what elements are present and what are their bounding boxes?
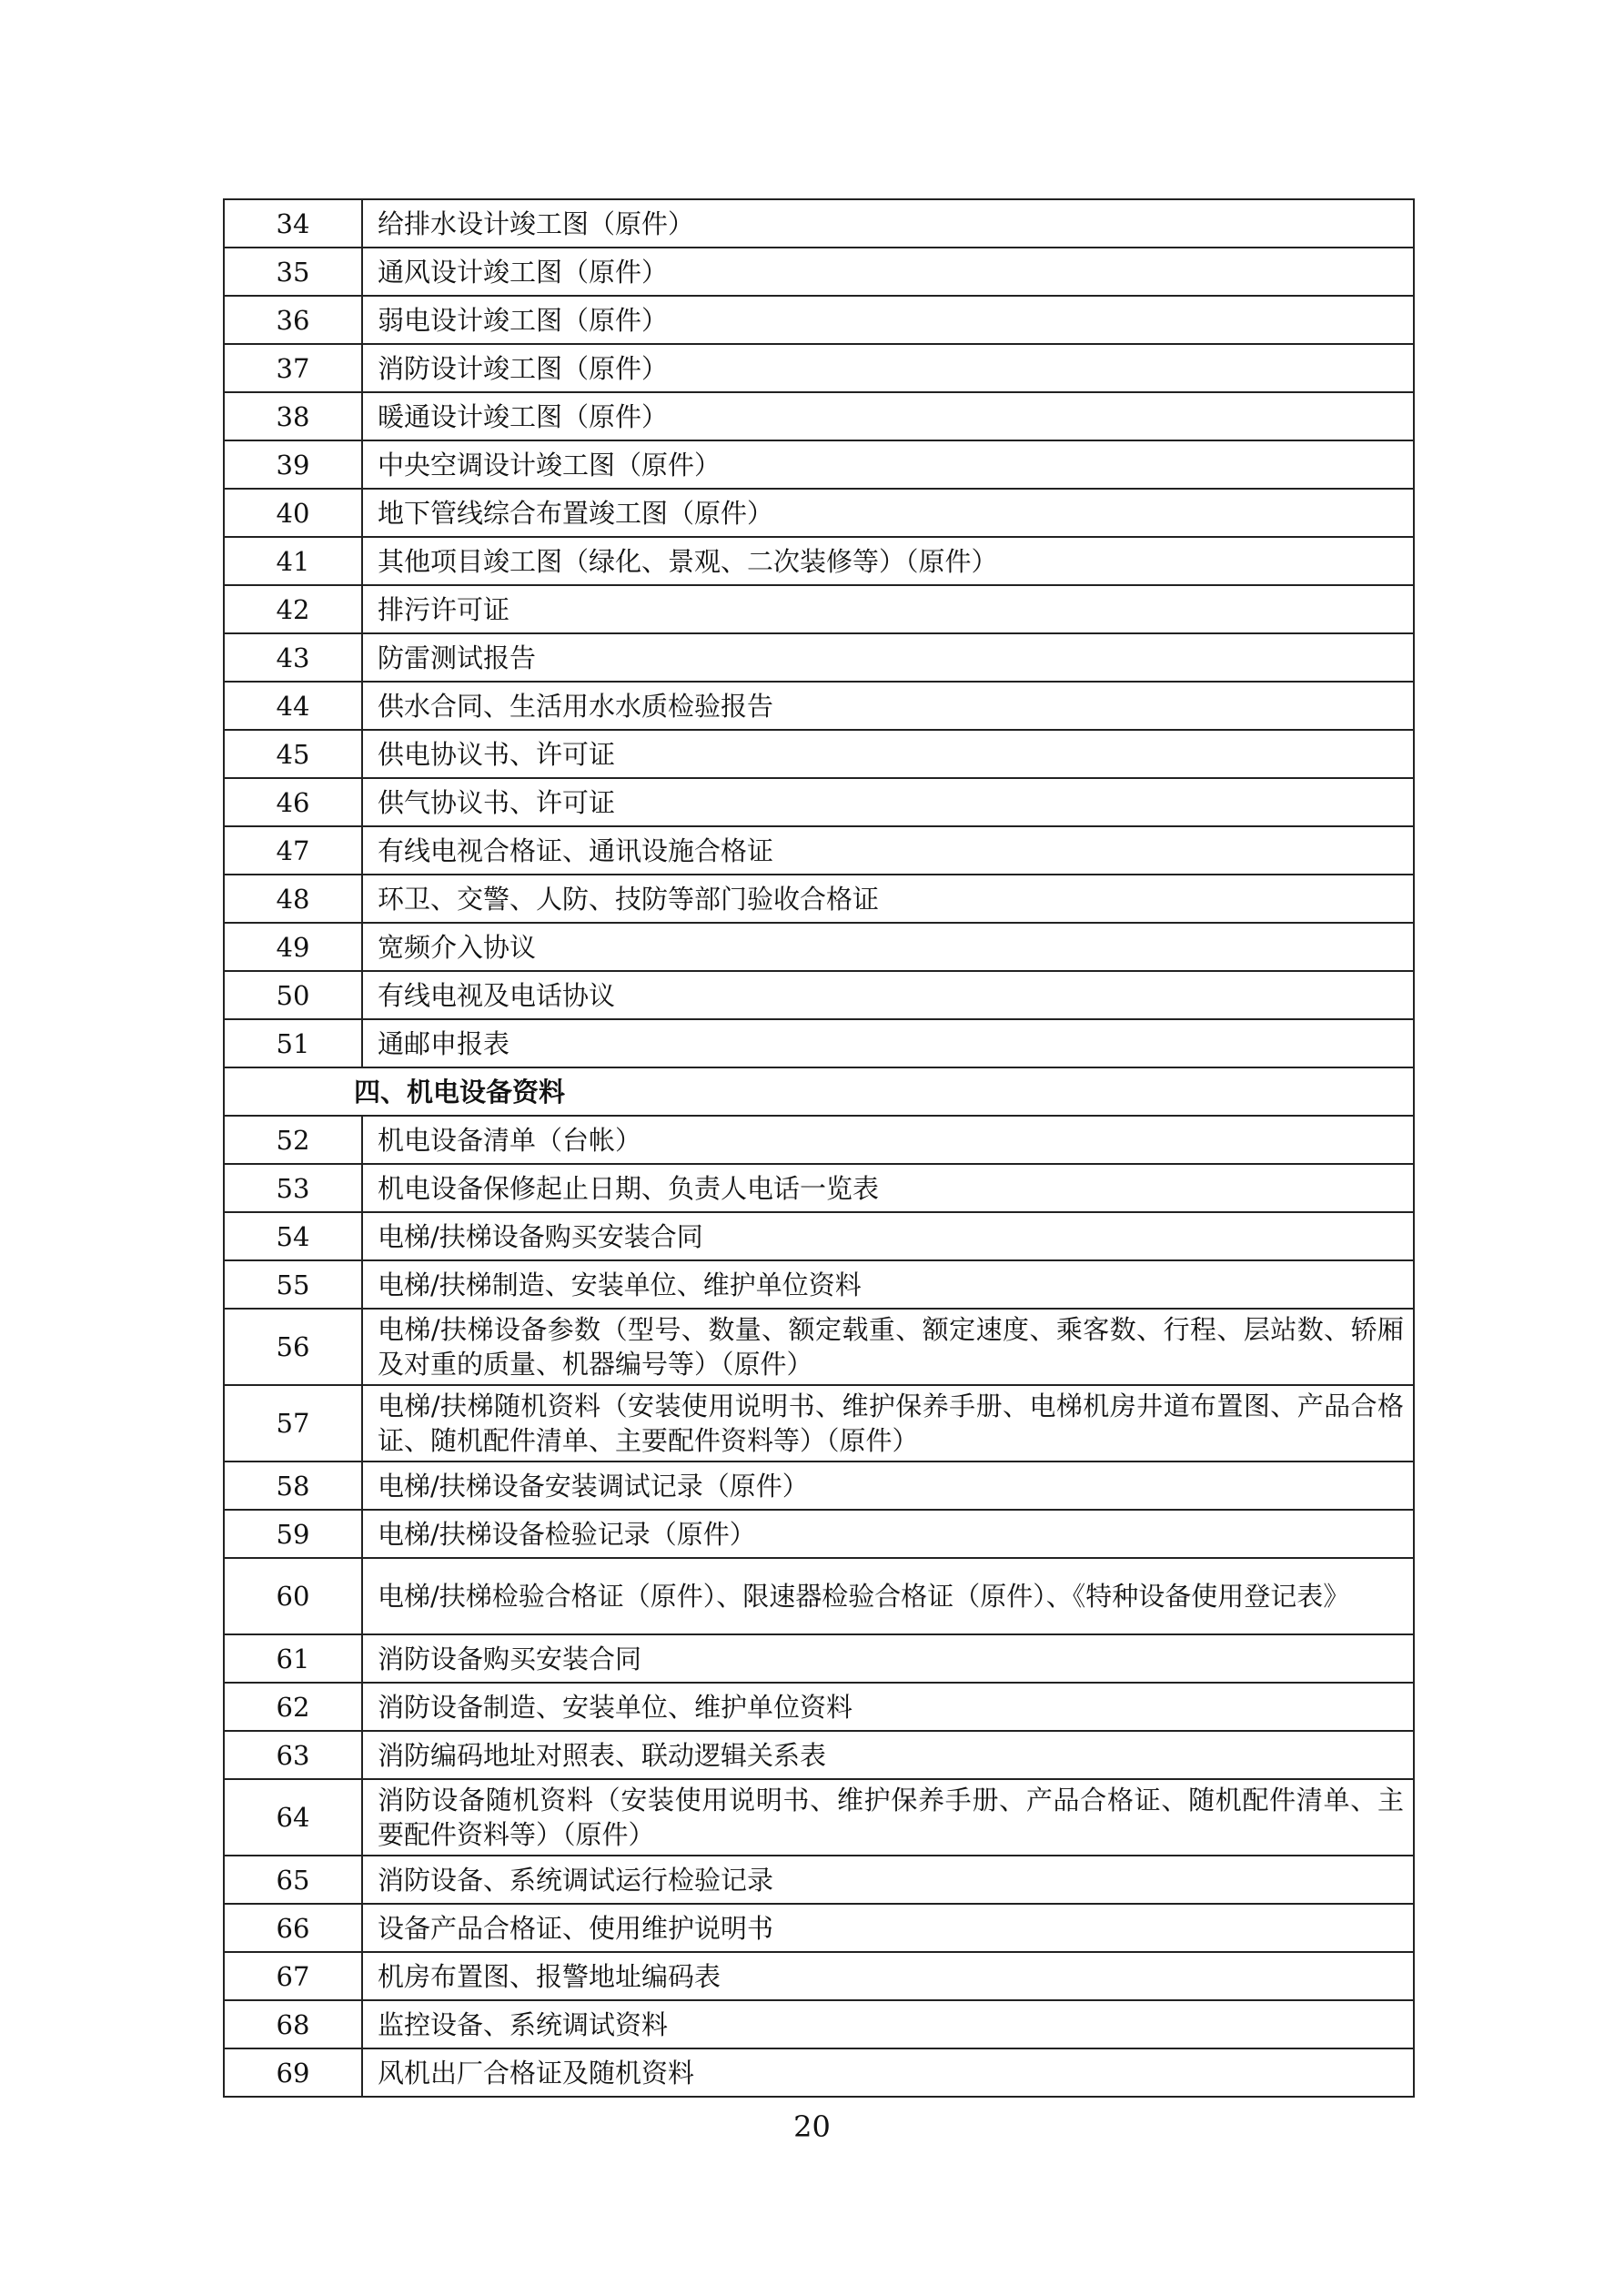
table-row — [224, 1558, 1414, 1634]
item-number: 49 — [224, 923, 362, 971]
item-number: 69 — [224, 2048, 362, 2097]
item-number: 43 — [224, 633, 362, 682]
item-number: 46 — [224, 778, 362, 826]
item-description: 排污许可证 — [362, 585, 1414, 633]
item-description: 电梯/扶梯随机资料（安装使用说明书、维护保养手册、电梯机房井道布置图、产品合格证、随机配件清单、主要配件资料等）（原件） — [362, 1385, 1414, 1462]
item-description: 防雷测试报告 — [362, 633, 1414, 682]
table-row — [224, 1731, 1414, 1779]
item-description: 消防设备制造、安装单位、维护单位资料 — [362, 1683, 1414, 1731]
item-description: 给排水设计竣工图（原件） — [362, 199, 1414, 248]
item-description: 有线电视合格证、通讯设施合格证 — [362, 826, 1414, 875]
item-number: 47 — [224, 826, 362, 875]
item-description: 消防设计竣工图（原件） — [362, 344, 1414, 392]
table-row — [224, 1510, 1414, 1558]
table-row — [224, 1212, 1414, 1260]
item-number: 66 — [224, 1904, 362, 1952]
section-heading-row — [224, 1067, 1414, 1116]
item-description: 供气协议书、许可证 — [362, 778, 1414, 826]
item-description: 暖通设计竣工图（原件） — [362, 392, 1414, 440]
item-number: 51 — [224, 1019, 362, 1067]
table-row — [224, 1952, 1414, 2000]
item-number: 36 — [224, 296, 362, 344]
table-row — [224, 730, 1414, 778]
item-number: 39 — [224, 440, 362, 489]
item-number: 68 — [224, 2000, 362, 2048]
table-row — [224, 778, 1414, 826]
item-number: 50 — [224, 971, 362, 1019]
item-description: 电梯/扶梯制造、安装单位、维护单位资料 — [362, 1260, 1414, 1309]
item-number: 56 — [224, 1309, 362, 1385]
item-description: 其他项目竣工图（绿化、景观、二次装修等）（原件） — [362, 537, 1414, 585]
item-number: 54 — [224, 1212, 362, 1260]
section-row-group — [224, 1067, 1414, 1116]
item-number: 67 — [224, 1952, 362, 2000]
table-row — [224, 1385, 1414, 1462]
item-description: 供水合同、生活用水水质检验报告 — [362, 682, 1414, 730]
item-number: 41 — [224, 537, 362, 585]
item-number: 60 — [224, 1558, 362, 1634]
table-row — [224, 875, 1414, 923]
item-description: 有线电视及电话协议 — [362, 971, 1414, 1019]
table-row — [224, 1856, 1414, 1904]
table-row — [224, 682, 1414, 730]
item-number: 42 — [224, 585, 362, 633]
item-description: 供电协议书、许可证 — [362, 730, 1414, 778]
item-description: 消防设备购买安装合同 — [362, 1634, 1414, 1683]
table-row — [224, 248, 1414, 296]
item-description: 弱电设计竣工图（原件） — [362, 296, 1414, 344]
item-number: 61 — [224, 1634, 362, 1683]
item-description: 电梯/扶梯设备安装调试记录（原件） — [362, 1462, 1414, 1510]
item-number: 44 — [224, 682, 362, 730]
item-description: 电梯/扶梯设备检验记录（原件） — [362, 1510, 1414, 1558]
item-description: 机房布置图、报警地址编码表 — [362, 1952, 1414, 2000]
item-number: 37 — [224, 344, 362, 392]
item-number: 64 — [224, 1779, 362, 1856]
item-description: 中央空调设计竣工图（原件） — [362, 440, 1414, 489]
table-row — [224, 585, 1414, 633]
section-heading: 四、机电设备资料 — [224, 1067, 1414, 1116]
item-number: 59 — [224, 1510, 362, 1558]
item-number: 35 — [224, 248, 362, 296]
item-description: 消防设备随机资料（安装使用说明书、维护保养手册、产品合格证、随机配件清单、主要配件资料等）（原件） — [362, 1779, 1414, 1856]
table-row — [224, 199, 1414, 248]
item-number: 53 — [224, 1164, 362, 1212]
table-row — [224, 1164, 1414, 1212]
page-number: 20 — [793, 2109, 831, 2144]
table-row — [224, 392, 1414, 440]
table-row — [224, 2048, 1414, 2097]
table-row — [224, 1116, 1414, 1164]
table-row — [224, 1634, 1414, 1683]
item-number: 55 — [224, 1260, 362, 1309]
table-row — [224, 440, 1414, 489]
table-row — [224, 296, 1414, 344]
table-row — [224, 633, 1414, 682]
table-body-part-2 — [224, 1116, 1414, 2097]
item-number: 40 — [224, 489, 362, 537]
table-row — [224, 923, 1414, 971]
item-number: 58 — [224, 1462, 362, 1510]
item-number: 34 — [224, 199, 362, 248]
document-table — [223, 198, 1415, 2098]
item-description: 风机出厂合格证及随机资料 — [362, 2048, 1414, 2097]
table-body-part-1 — [224, 199, 1414, 1067]
item-description: 通风设计竣工图（原件） — [362, 248, 1414, 296]
table-row — [224, 537, 1414, 585]
table-row — [224, 344, 1414, 392]
item-number: 48 — [224, 875, 362, 923]
item-description: 环卫、交警、人防、技防等部门验收合格证 — [362, 875, 1414, 923]
table-row — [224, 1462, 1414, 1510]
item-description: 机电设备清单（台帐） — [362, 1116, 1414, 1164]
table-row — [224, 1779, 1414, 1856]
table-row — [224, 971, 1414, 1019]
item-number: 63 — [224, 1731, 362, 1779]
table-row — [224, 2000, 1414, 2048]
item-description: 电梯/扶梯设备参数（型号、数量、额定载重、额定速度、乘客数、行程、层站数、轿厢及对重的质量、机器编号等）（原件） — [362, 1309, 1414, 1385]
item-description: 电梯/扶梯检验合格证（原件）、限速器检验合格证（原件）、《特种设备使用登记表》 — [362, 1558, 1414, 1634]
item-description: 设备产品合格证、使用维护说明书 — [362, 1904, 1414, 1952]
item-number: 57 — [224, 1385, 362, 1462]
table-row — [224, 1683, 1414, 1731]
item-description: 监控设备、系统调试资料 — [362, 2000, 1414, 2048]
table-row — [224, 489, 1414, 537]
table-row — [224, 826, 1414, 875]
item-description: 通邮申报表 — [362, 1019, 1414, 1067]
table-row — [224, 1309, 1414, 1385]
item-description: 地下管线综合布置竣工图（原件） — [362, 489, 1414, 537]
item-description: 消防编码地址对照表、联动逻辑关系表 — [362, 1731, 1414, 1779]
table-row — [224, 1904, 1414, 1952]
table-row — [224, 1260, 1414, 1309]
item-description: 机电设备保修起止日期、负责人电话一览表 — [362, 1164, 1414, 1212]
item-description: 宽频介入协议 — [362, 923, 1414, 971]
item-number: 45 — [224, 730, 362, 778]
item-number: 52 — [224, 1116, 362, 1164]
item-number: 65 — [224, 1856, 362, 1904]
item-description: 消防设备、系统调试运行检验记录 — [362, 1856, 1414, 1904]
item-number: 38 — [224, 392, 362, 440]
table-row — [224, 1019, 1414, 1067]
item-description: 电梯/扶梯设备购买安装合同 — [362, 1212, 1414, 1260]
item-number: 62 — [224, 1683, 362, 1731]
